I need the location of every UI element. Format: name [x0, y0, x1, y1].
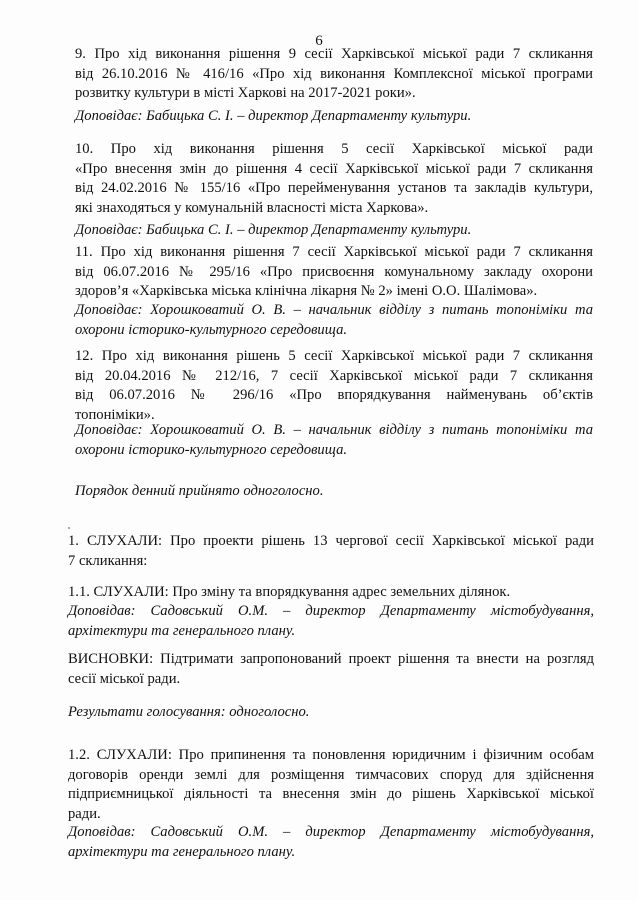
agenda-item-12 [75, 347, 593, 425]
speaker-item-11 [75, 301, 593, 340]
text-line: архітектури та генерального плану. [68, 843, 296, 860]
section-1-1-speaker [68, 602, 594, 641]
agenda-item-11 [75, 243, 593, 302]
text-line: підприємницької діяльності та внесення змін до рішень Харківської міської [68, 786, 594, 802]
text-line: від 06.07.2016 № 296/16 «Про впорядкування найменувань об’єктів [75, 387, 593, 403]
text-line: 9. Про хід виконання рішення 9 сесії Харківської міської ради 7 скликання [75, 46, 593, 62]
speaker-item-12 [75, 421, 593, 460]
text-line: охорони історико-культурного середовища. [75, 441, 348, 458]
text-line: 7 скликання: [68, 552, 148, 569]
section-1-1-vote: Результати голосування: одноголосно. [68, 704, 310, 720]
text-line: ВИСНОВКИ: Підтримати запропонований проект рішення та внести на розгляд [68, 651, 594, 667]
text-line: здоров’я «Харківська міська клінічна лікарня № 2» імені О.О. Шалімова». [75, 283, 538, 299]
text-line: від 24.02.2016 № 155/16 «Про перейменування установ та закладів культури, [75, 180, 593, 196]
section-1-1-heard: 1.1. СЛУХАЛИ: Про зміну та впорядкування адрес земельних ділянок. [68, 584, 511, 600]
text-line: Доповідав: Садовський О.М. – директор Департаменту містобудування, [68, 824, 594, 840]
text-line: Доповідає: Хорошковатий О. В. – начальник відділу з питань топоніміки та [75, 302, 593, 318]
text-line: які знаходяться у комунальній власності міста Харкова». [75, 199, 429, 216]
agenda-item-10 [75, 140, 593, 218]
text-line: 10. Про хід виконання рішення 5 сесії Харківської міської ради [75, 141, 593, 157]
text-line: топоніміки». [75, 406, 155, 423]
speaker-item-9: Доповідає: Бабицька С. І. – директор Департаменту культури. [75, 108, 472, 124]
text-line: від 06.07.2016 № 295/16 «Про присвоєння комунальному закладу охорони [75, 263, 593, 280]
text-line: від 20.04.2016 № 212/16, 7 сесії Харківської міської ради 7 скликання [75, 367, 593, 384]
agenda-item-9 [75, 45, 593, 104]
text-line: ради. [68, 805, 101, 822]
text-line: сесії міської ради. [68, 670, 181, 687]
scan-speck [68, 527, 70, 529]
text-line: архітектури та генерального плану. [68, 622, 296, 639]
text-line: 1. СЛУХАЛИ: Про проекти рішень 13 чергової сесії Харківської міської ради [68, 533, 594, 549]
text-line: від 26.10.2016 № 416/16 «Про хід виконання Комплексної міської програми [75, 65, 593, 82]
text-line: 1.2. СЛУХАЛИ: Про припинення та поновлення юридичним і фізичним особам [68, 747, 594, 763]
text-line: 12. Про хід виконання рішень 5 сесії Харківської міської ради 7 скликання [75, 348, 593, 364]
text-line: охорони історико-культурного середовища. [75, 321, 348, 338]
agenda-approved: Порядок денний прийнято одноголосно. [75, 483, 324, 499]
section-1-1-conclusion [68, 650, 594, 689]
text-line: 11. Про хід виконання рішення 7 сесії Харківської міської ради 7 скликання [75, 244, 593, 260]
page-number: 6 [315, 33, 323, 49]
text-line: розвитку культури в місті Харкові на 2017-2021 роки». [75, 85, 416, 101]
text-line: Доповідав: Садовський О.М. – директор Департаменту містобудування, [68, 603, 594, 619]
section-1-heard [68, 532, 594, 571]
speaker-item-10: Доповідає: Бабицька С. І. – директор Департаменту культури. [75, 222, 472, 238]
text-line: Доповідає: Хорошковатий О. В. – начальник відділу з питань топоніміки та [75, 422, 593, 438]
text-line: «Про внесення змін до рішення 4 сесії Харківської міської ради 7 скликання [75, 160, 593, 177]
text-line: договорів оренди землі для розміщення тимчасових споруд для здійснення [68, 766, 594, 783]
section-1-2-speaker [68, 823, 594, 862]
section-1-2-heard [68, 746, 594, 824]
